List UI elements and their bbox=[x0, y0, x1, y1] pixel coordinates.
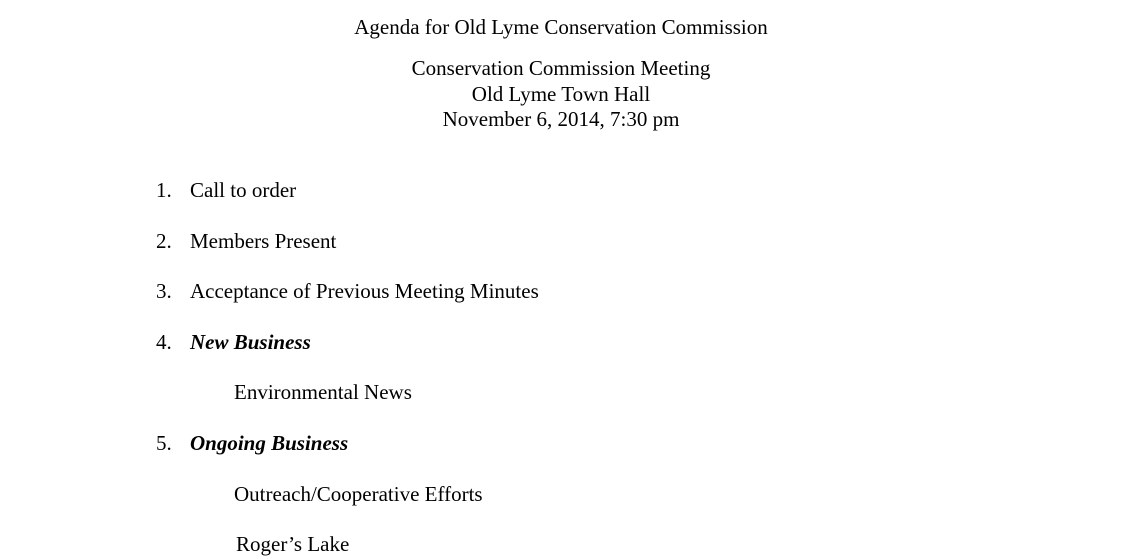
section-heading-new-business: New Business bbox=[190, 330, 311, 354]
agenda-item bbox=[156, 428, 348, 458]
agenda-item bbox=[156, 327, 311, 357]
agenda-sub-item: Outreach/Cooperative Efforts bbox=[234, 482, 483, 506]
agenda-item-label: Acceptance of Previous Meeting Minutes bbox=[190, 279, 539, 303]
section-heading-ongoing-business: Ongoing Business bbox=[190, 431, 349, 455]
agenda-item-label: Members Present bbox=[190, 229, 337, 253]
meeting-header bbox=[0, 56, 1122, 133]
agenda-item-number: 3. bbox=[156, 279, 172, 303]
meeting-datetime: November 6, 2014, 7:30 pm bbox=[442, 107, 680, 131]
agenda-sub-item: Roger’s Lake bbox=[236, 532, 350, 556]
meeting-name: Conservation Commission Meeting bbox=[411, 56, 711, 80]
document-title: Agenda for Old Lyme Conservation Commission bbox=[354, 15, 768, 39]
agenda-item-number: 2. bbox=[156, 229, 172, 253]
agenda-item bbox=[156, 226, 336, 256]
agenda-item-number: 5. bbox=[156, 431, 172, 455]
agenda-item-label: Call to order bbox=[190, 178, 297, 202]
agenda-sub-item: Environmental News bbox=[234, 380, 412, 404]
agenda-item bbox=[156, 276, 539, 306]
meeting-location: Old Lyme Town Hall bbox=[471, 81, 651, 106]
agenda-item-number: 1. bbox=[156, 178, 172, 202]
agenda-item bbox=[156, 175, 296, 205]
agenda-item-number: 4. bbox=[156, 330, 172, 354]
